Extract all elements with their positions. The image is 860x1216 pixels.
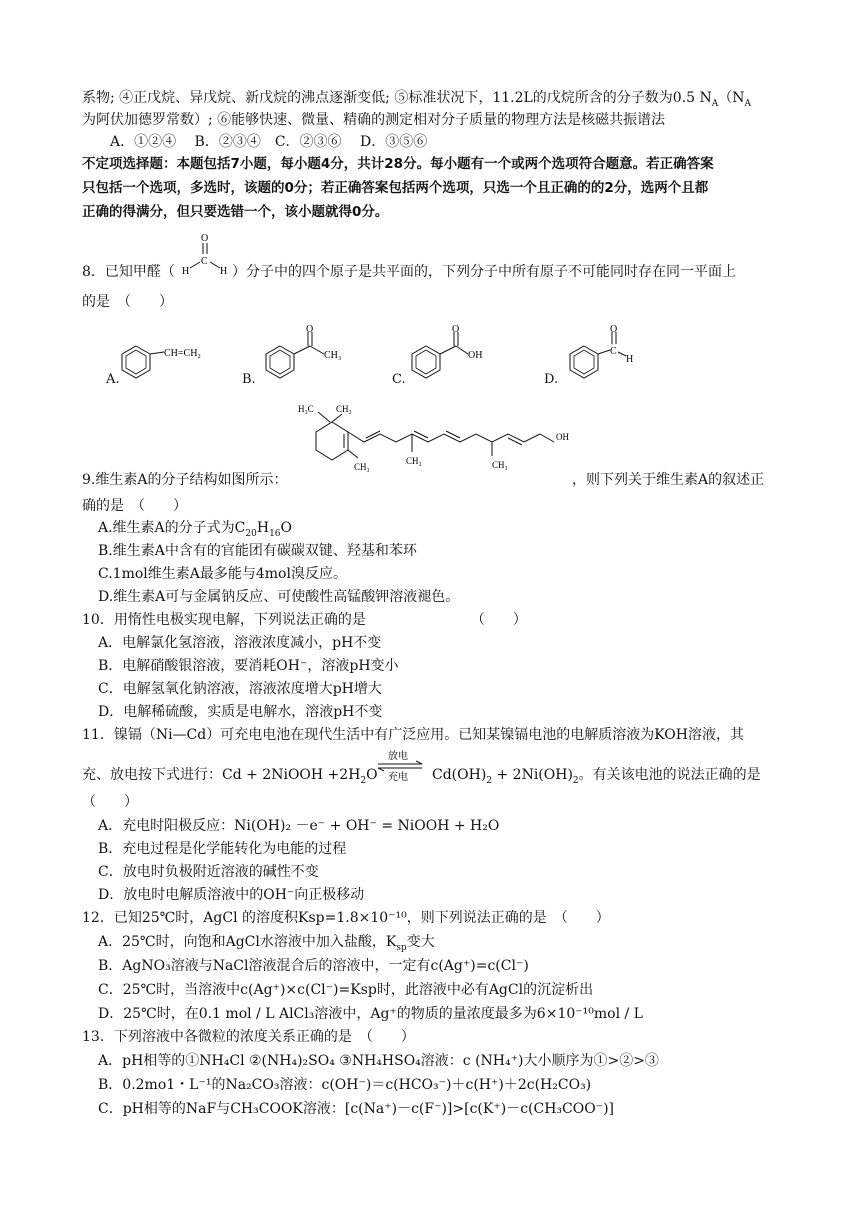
acetophenone-structure <box>262 324 362 388</box>
methyl-label: H₃C <box>298 404 314 414</box>
q10-option-b: B．电解硝酸银溶液，要消耗OH⁻，溶液pH变小 <box>98 658 399 674</box>
q8-option-c-label: C. <box>392 372 406 387</box>
q13-option-c: C．pH相等的NaF与CH₃COOK溶液：[c(Na⁺)－c(F⁻)]>[c(K⁺)－c(CH₃COO⁻)] <box>98 1101 615 1117</box>
q10-option-a: A．电解氯化氢溶液，溶液浓度减小，pH不变 <box>98 635 382 651</box>
q10-option-d: D．电解稀硫酸，实质是电解水，溶液pH不变 <box>98 704 383 720</box>
carbonyl-o: O <box>610 324 618 335</box>
q11-stem-a: 11．镍镉（Ni—Cd）可充电电池在现代生活中有广泛应用。已知某镍镉电池的电解质溶液为KOH溶液，其 <box>82 727 744 743</box>
discharge-label: 放电 <box>388 751 408 762</box>
q12-stem: 12．已知25℃时，AgCl 的溶度积Ksp=1.8×10⁻¹⁰，则下列说法正确的是 （ ） <box>82 910 610 926</box>
q8-option-a-label: A. <box>106 372 120 387</box>
atom-h: H <box>220 266 228 277</box>
carbonyl-o: O <box>452 324 460 335</box>
q9-option-a: A.维生素A的分子式为$C_{20}H_{16}O$ <box>98 520 292 539</box>
q9-option-c: C.1mol维生素A最多能与4mol溴反应。 <box>98 566 347 582</box>
atom-o: O <box>201 233 209 244</box>
hydroxyl-label: OH <box>556 432 569 442</box>
section-instructions-3: 正确的得满分，但只要选错一个，该小题就得0分。 <box>82 204 389 220</box>
q11-equation-left: 充、放电按下式进行：Cd + 2NiOOH $+2H_2O$ <box>82 767 378 786</box>
q9-option-d: D.维生素A可与金属钠反应、可使酸性高锰酸钾溶液褪色。 <box>98 589 460 605</box>
q11-option-b: B．充电过程是化学能转化为电能的过程 <box>98 841 347 857</box>
methyl-label: CH₃ <box>354 462 370 472</box>
q11-option-a: A．充电时阳极反应：Ni(OH)₂ －e⁻ + OH⁻ = NiOOH + H₂O <box>98 818 500 834</box>
carbon-label: C <box>610 346 617 357</box>
reversible-arrow <box>372 747 428 785</box>
methyl-label: CH₃ <box>406 456 422 466</box>
hydrogen-label: H <box>626 354 634 365</box>
atom-c: C <box>201 256 208 267</box>
q8-stem-b: ）分子中的四个原子是共平面的，下列分子中所有原子不可能同时存在同一平面上 <box>232 264 736 280</box>
q12-option-d: D．25℃时，在0.1 mol / L AlCl₃溶液中，Ag⁺的物质的量浓度最多为6×10⁻¹⁰mol / L <box>98 1006 643 1022</box>
q8-option-b-label: B. <box>242 372 256 387</box>
benzaldehyde-structure <box>566 324 666 388</box>
section-instructions-1: 不定项选择题：本题包括7小题，每小题4分，共计28分。每小题有一个或两个选项符合题意。若正确答案 <box>82 156 714 172</box>
q11-option-c: C．放电时负极附近溶液的碱性不变 <box>98 864 319 880</box>
q8-stem-a: 8．已知甲醛（ <box>82 264 175 280</box>
q9-option-b: B.维生素A中含有的官能团有碳碳双键、羟基和苯环 <box>98 543 417 559</box>
q10-stem: 10．用惰性电极实现电解，下列说法正确的是 （ ） <box>82 612 527 628</box>
methyl-label: CH₃ <box>324 350 342 361</box>
hydroxyl-label: OH <box>468 350 483 361</box>
q11-stem-c: （ ） <box>82 794 138 810</box>
methyl-label: CH₃ <box>336 404 352 414</box>
q11-option-d: D．放电时电解质溶液中的OH⁻向正极移动 <box>98 887 365 903</box>
q13-option-a: A．pH相等的①NH₄Cl ②(NH₄)₂SO₄ ③NH₄HSO₄溶液：c (NH₄⁺)大小顺序为①>②>③ <box>98 1053 659 1069</box>
q10-option-c: C．电解氢氧化钠溶液，溶液浓度增大pH增大 <box>98 681 382 697</box>
benzoic-acid-structure <box>408 324 508 388</box>
charge-label: 充电 <box>388 772 408 783</box>
carbonyl-o: O <box>306 324 314 335</box>
section-instructions-2: 只包括一个选项，多选时，该题的0分；若正确答案包括两个选项，只选一个且正确的的2分，选两个且都 <box>82 180 709 196</box>
atom-h: H <box>182 266 190 277</box>
q12-option-c: C．25℃时，当溶液中c(Ag⁺)×c(Cl⁻)=Ksp时，此溶液中必有AgCl的沉淀析出 <box>98 982 594 998</box>
q7-stem-line2: 为阿伏加德罗常数）; ⑥能够快速、微量、精确的测定相对分子质量的物理方法是核磁共振谱法 <box>82 112 666 128</box>
q7-options: A．①②④ B．②③④ C．②③⑥ D．③⑤⑥ <box>110 134 428 150</box>
q12-option-a: A．25℃时，向饱和AgCl水溶液中加入盐酸，$K_{sp}$变大 <box>98 934 435 953</box>
methyl-label: CH₃ <box>492 460 508 470</box>
q7-stem-line1: 系物; ④正戊烷、异戊烷、新戊烷的沸点逐渐变低; ⑤标准状况下，11.2L的戊烷所含的分子数为0.5 $N_A(N_A$ <box>82 90 752 109</box>
q11-equation-right: $Cd(OH)_2 + 2Ni(OH)_2$。有关该电池的说法正确的是 <box>432 767 761 786</box>
q8-stem-c: 的是 （ ） <box>82 294 173 310</box>
q13-stem: 13．下列溶液中各微粒的浓度关系正确的是 （ ） <box>82 1029 415 1045</box>
q13-option-b: B．0.2mo1・L⁻¹的Na₂CO₃溶液：c(OH⁻)＝c(HCO₃⁻)＋c(H⁺)＋2c(H₂CO₃) <box>98 1077 592 1093</box>
vinyl-group-label: CH=CH₂ <box>164 348 201 359</box>
q12-option-b: B．AgNO₃溶液与NaCl溶液混合后的溶液中，一定有c(Ag⁺)=c(Cl⁻) <box>98 958 529 974</box>
styrene-structure <box>118 338 228 388</box>
q9-stem-a: 9.维生素A的分子结构如图所示： <box>82 472 288 488</box>
formaldehyde-structure <box>180 230 236 278</box>
q8-option-d-label: D. <box>544 372 559 387</box>
q9-stem-b: ，则下列关于维生素A的叙述正 <box>572 472 765 488</box>
q9-stem-c: 确的是 （ ） <box>82 498 187 514</box>
